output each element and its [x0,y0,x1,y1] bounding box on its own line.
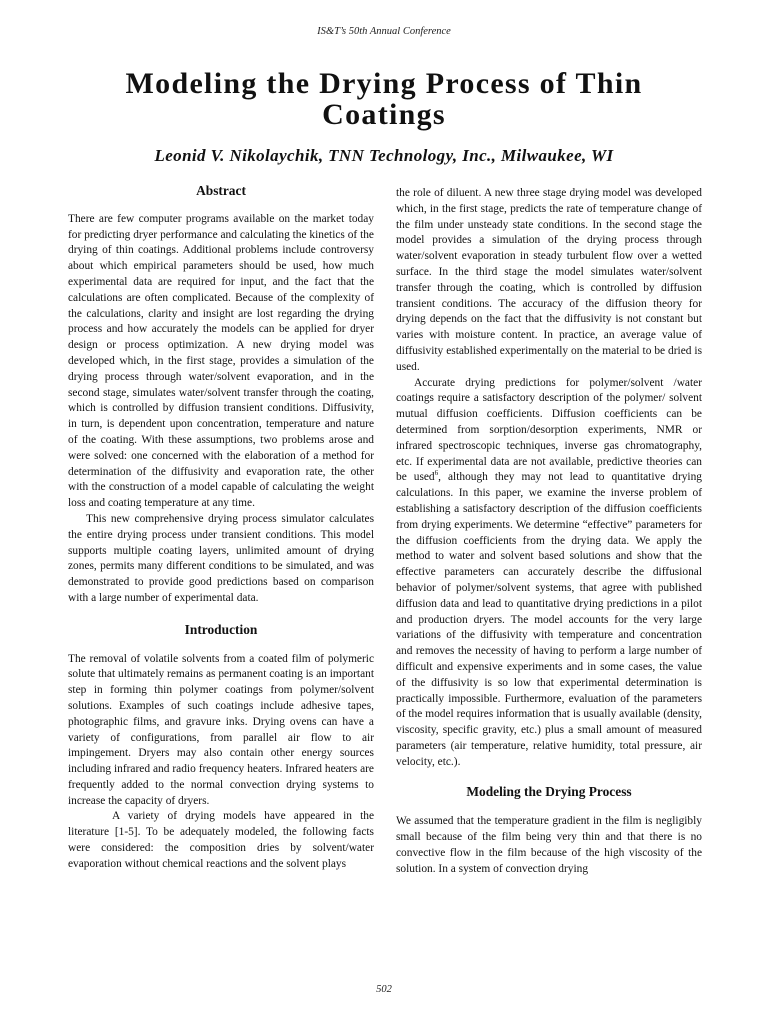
paragraph-3-text-a: Accurate drying predictions for polymer/solvent /water coatings require a satisfactory description of the polymer/ solvent mutual diffusion coefficients. Diffusion coefficients can be determined from sorption/desorption experiments, NMR or infrared spectroscopic techniques, inverse gas chromatography, etc. If experimental data are not available, predictive theories can be used [396,376,702,484]
introduction-paragraph-3 [396,376,702,771]
modeling-paragraph-1: We assumed that the temperature gradient in the film is negligibly small because of the film being very thin and that there is no convective flow in the film because of the high viscosity of the solution. In a system of convection drying [396,815,702,875]
abstract-heading: Abstract [196,183,246,198]
introduction-heading: Introduction [184,621,258,637]
right-column [396,186,702,877]
abstract-paragraph-2: This new comprehensive drying process simulator calculates the entire drying process under transient conditions. This model supports multiple coating layers, unlimited amount of drying zones, permits many different conditions to be simulated, and was demonstrated to provide good predictions based on comparison with a large number of experimental data. [68,512,374,604]
introduction-paragraph-2: A variety of drying models have appeared in the literature [1-5]. To be adequately modeled, the following facts were considered: the composition dries by solvent/water evaporation without chemical reactions and the solvent plays [68,810,374,870]
abstract-paragraph-1: There are few computer programs available on the market today for predicting dryer performance and calculating the kinetics of the drying of thin coatings. Additional problems include controversy about which empirical parameters should be used, how much experimental data are required for input, and the fact that the calculations are often complicated. Because of the complexity of the calculations, clarity and insight are lost regarding the drying process and how accurately the models can be applied for dryer design or process optimization. A new drying model was developed which, in the first stage, provides a simulation of the drying process through water/solvent evaporation, and in the second stage, simulates water/solvent transfer through the coating, which is controlled by diffusion transient conditions. Diffusivity, in turn, is dependent upon concentration, temperature and nature of the coating. With these assumptions, two problems arose and were solved: one concerned with the elaboration of a method for determination of the diffusivity and evaporation rate, the other with the construction of a model capable of calculating the weight loss and coating temperature at any time. [68,212,374,510]
paragraph-3-text-b: , although they may not lead to quantitative drying calculations. In this paper, we examine the inverse problem of establishing a satisfactory description of the diffusion coefficients from drying experiments. We determine “effective” parameters for the diffusion coefficients from the drying data. We apply the method to water and solvent based solutions and show that the effective parameters can accurately describe the diffusional behavior of polymer/solvent systems, that agree with published diffusion data and lead to quantitative drying predictions in a pilot and production dryers. The model accounts for the very large variations of the diffusivity with temperature and concentration and removes the necessity of having to perform a large number of difficult and expensive experiments and in some cases, the value of the diffusivity is so low that experimental determination is practically impossible. Furthermore, evaluation of the parameters of the model requires information that is usually available (density, viscosity, specific gravity, etc.) plus a small amount of measured parameters (air temperature, relative humidity, total pressure, air velocity, etc.). [396,471,702,768]
reference-superscript: 6 [434,469,439,478]
introduction-paragraph-1: The removal of volatile solvents from a coated film of polymeric solute that ultimately remains as permanent coating is an important step in forming thin polymer coatings from polymer/solvent solutions. Examples of such coatings include adhesive tapes, photographic films, and gravure inks. Drying ovens can have a variety of configurations, from parallel air flow to air impingement. Dryers may also contain other energy sources including infrared and radio frequency heaters. Infrared heaters are frequently added to the normal convection drying systems to increase the capacity of dryers. [68,652,374,807]
left-column [68,183,374,873]
page-number: 502 [376,984,392,995]
modeling-heading: Modeling the Drying Process [466,784,632,800]
introduction-paragraph-2-continued: the role of diluent. A new three stage drying model was developed which, in the first stage, predicts the rate of temperature change of the film under unsteady state conditions. In the second stage the model provides a simulation of the drying process through water/solvent evaporation in steady turbulent flow over a wetted surface. In the third stage the model simulates water/solvent transfer through the coating, which is controlled by diffusion transient conditions. The accuracy of the diffusion theory for drying depends on the fact that the diffusivity is not constant but varies with moisture content. In practice, an average value of diffusivity established experimentally on the material to be dried is used. [396,187,702,373]
author-line: Leonid V. Nikolaychik, TNN Technology, Inc., Milwaukee, WI [154,146,614,165]
paper-title: Modeling the Drying Process of Thin Coatings [125,67,643,131]
running-header: IS&T’s 50th Annual Conference [317,26,451,37]
